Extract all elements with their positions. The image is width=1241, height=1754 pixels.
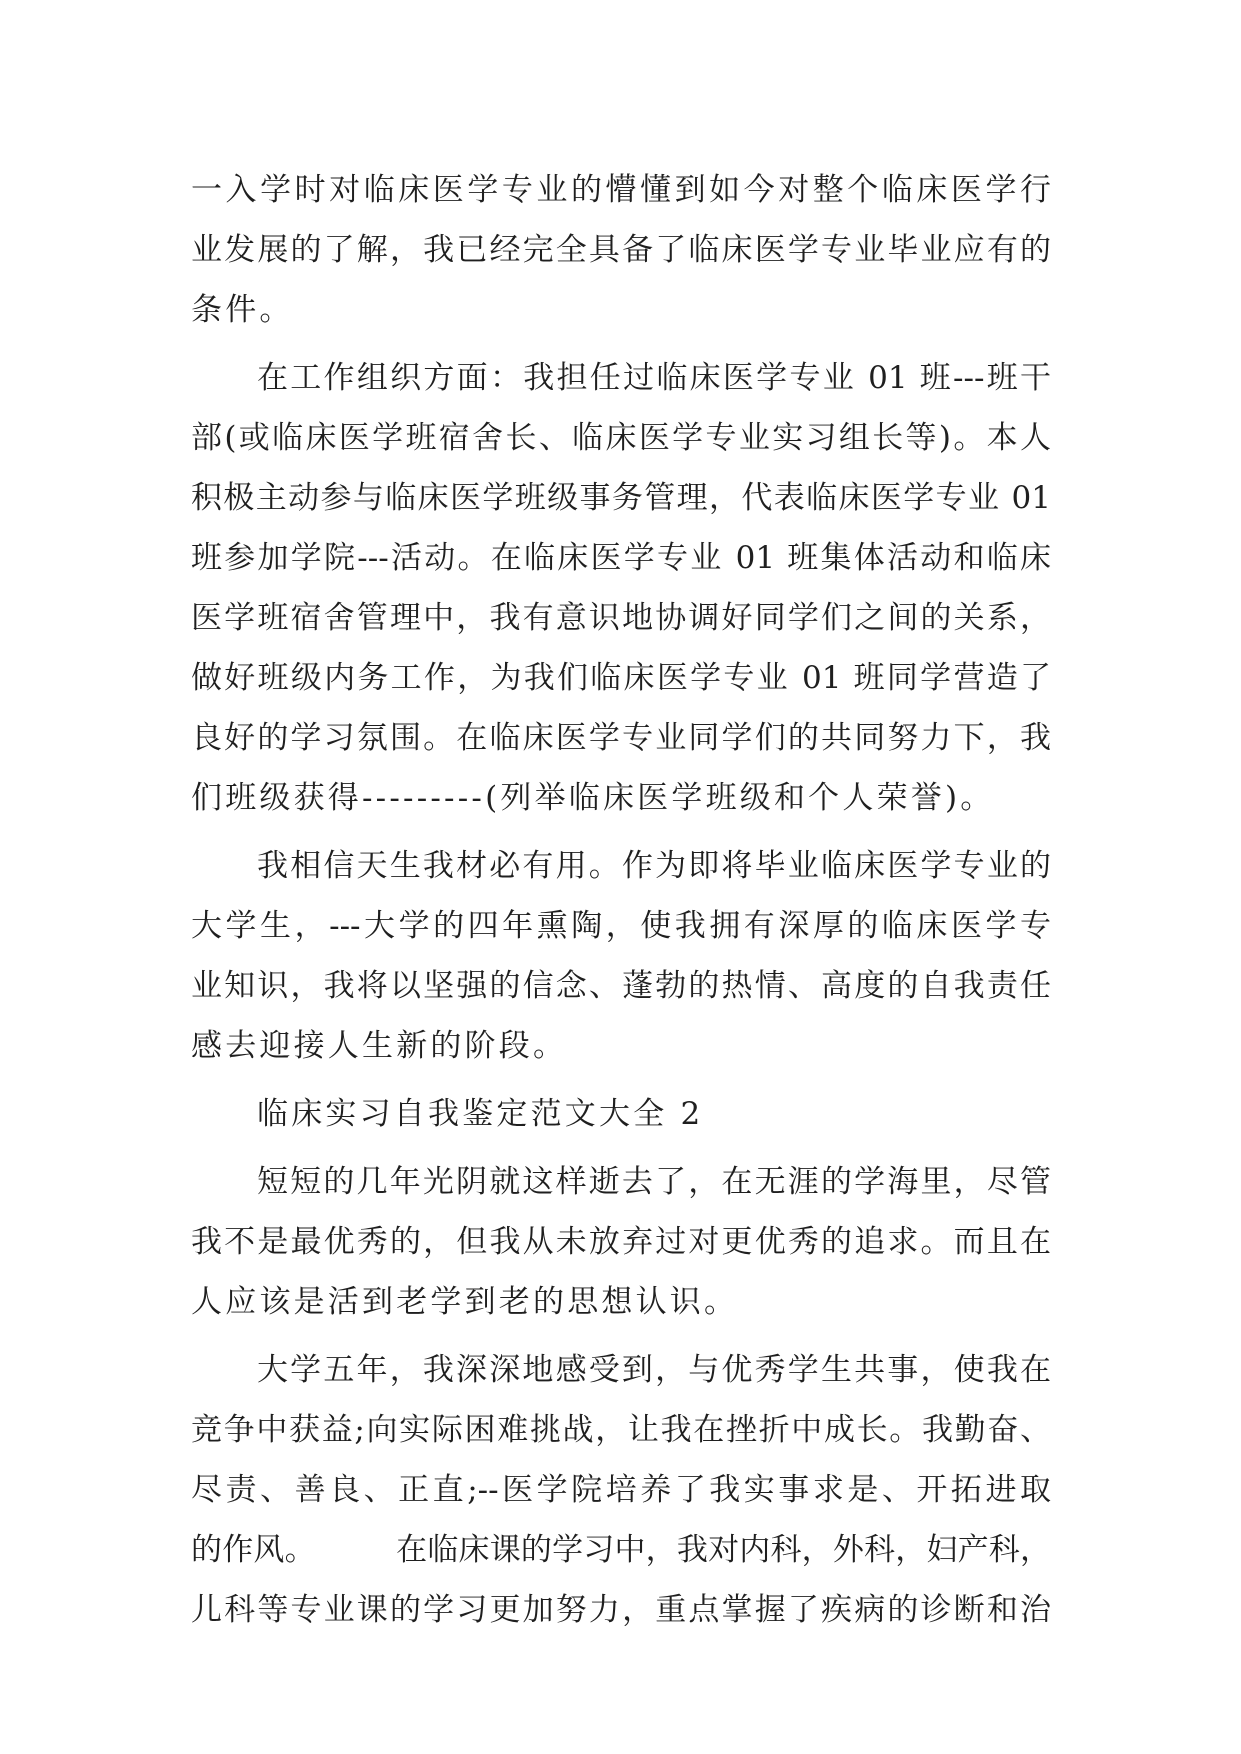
- paragraph-gap: [191, 828, 1051, 836]
- text-line: 在工作组织方面：我担任过临床医学专业 01 班---班干: [257, 360, 1051, 396]
- text-line: 一入学时对临床医学专业的懵懂到如今对整个临床医学行: [191, 172, 1051, 208]
- paragraph: [191, 1084, 1051, 1144]
- text-line: 人应该是活到老学到老的思想认识。: [191, 1284, 739, 1320]
- paragraph-gap: [191, 1332, 1051, 1340]
- document-body: [191, 160, 1051, 1640]
- paragraph-gap: [191, 1076, 1051, 1084]
- paragraph-gap: [191, 1144, 1051, 1152]
- text-line: 条件。: [191, 292, 294, 328]
- text-line: 大学五年，我深深地感受到，与优秀学生共事，使我在: [257, 1352, 1051, 1388]
- text-line: 竞争中获益;向实际困难挑战，让我在挫折中成长。我勤奋、: [191, 1412, 1051, 1448]
- text-line: 班参加学院---活动。在临床医学专业 01 班集体活动和临床: [191, 540, 1051, 576]
- text-line: 感去迎接人生新的阶段。: [191, 1028, 568, 1064]
- text-line: 业知识，我将以坚强的信念、蓬勃的热情、高度的自我责任: [191, 968, 1051, 1004]
- text-line: 尽责、善良、正直;--医学院培养了我实事求是、开拓进取: [191, 1472, 1051, 1508]
- text-line: 积极主动参与临床医学班级事务管理，代表临床医学专业 01: [191, 480, 1051, 516]
- text-line: 我相信天生我材必有用。作为即将毕业临床医学专业的: [257, 848, 1051, 884]
- text-line: 良好的学习氛围。在临床医学专业同学们的共同努力下，我: [191, 720, 1051, 756]
- paragraph: [191, 348, 1051, 828]
- text-line: 的作风。 在临床课的学习中，我对内科，外科，妇产科，: [191, 1532, 1051, 1568]
- paragraph: [191, 160, 1051, 340]
- paragraph: [191, 1340, 1051, 1640]
- text-line: 短短的几年光阴就这样逝去了，在无涯的学海里，尽管: [257, 1164, 1051, 1200]
- text-line: 医学班宿舍管理中，我有意识地协调好同学们之间的关系，: [191, 600, 1051, 636]
- text-line: 临床实习自我鉴定范文大全 2: [257, 1096, 704, 1132]
- paragraph-gap: [191, 340, 1051, 348]
- paragraph: [191, 1152, 1051, 1332]
- text-line: 业发展的了解，我已经完全具备了临床医学专业毕业应有的: [191, 232, 1051, 268]
- text-line: 做好班级内务工作，为我们临床医学专业 01 班同学营造了: [191, 660, 1051, 696]
- text-line: 部(或临床医学班宿舍长、临床医学专业实习组长等)。本人: [191, 420, 1051, 456]
- text-line: 们班级获得---------(列举临床医学班级和个人荣誉)。: [191, 780, 995, 816]
- text-line: 我不是最优秀的，但我从未放弃过对更优秀的追求。而且在: [191, 1224, 1051, 1260]
- text-line: 大学生，---大学的四年熏陶，使我拥有深厚的临床医学专: [191, 908, 1051, 944]
- text-line: 儿科等专业课的学习更加努力，重点掌握了疾病的诊断和治: [191, 1592, 1051, 1628]
- paragraph: [191, 836, 1051, 1076]
